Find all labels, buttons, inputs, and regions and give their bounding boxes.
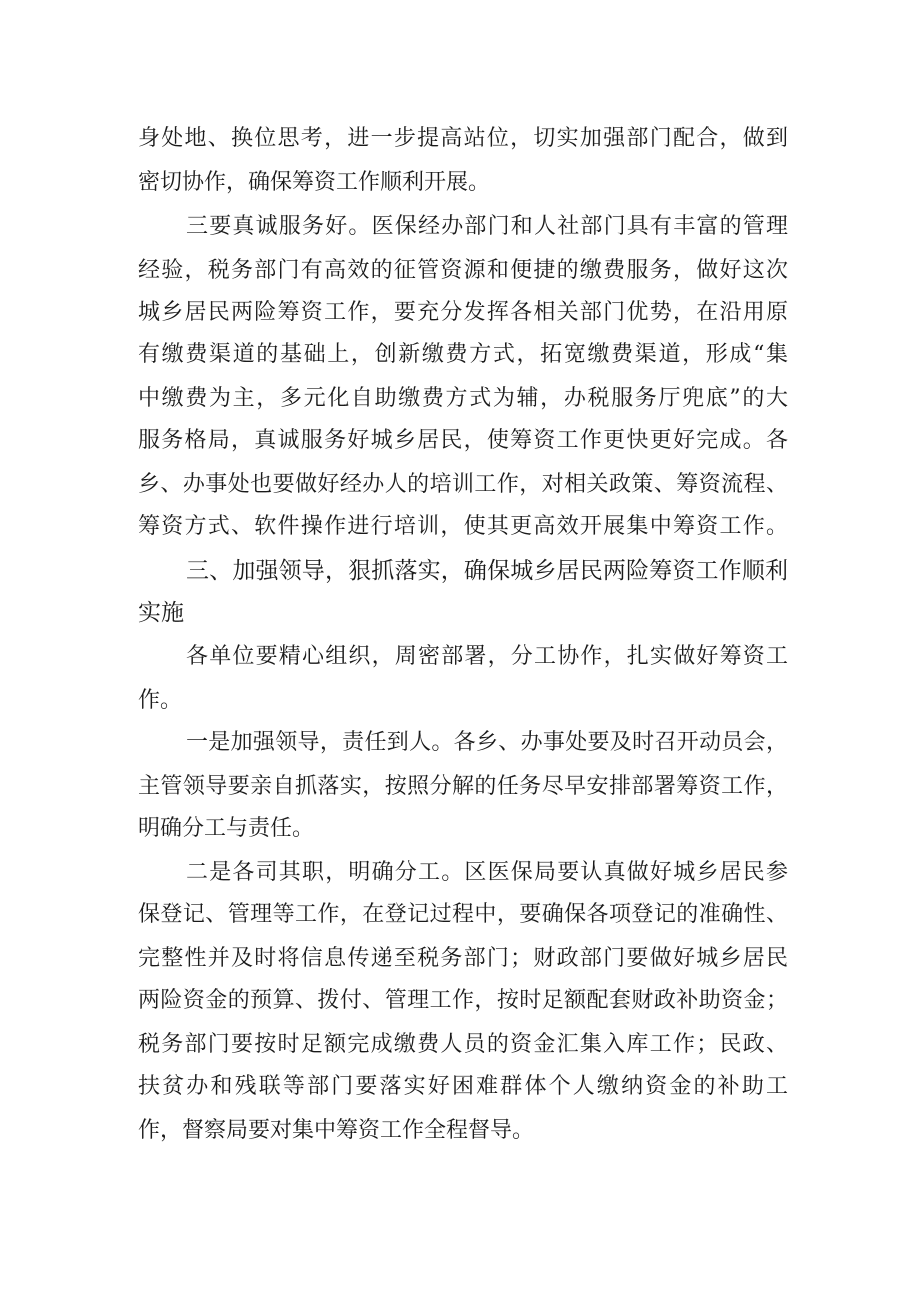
text-line: 密切协作，确保筹资工作顺利开展。 [138, 170, 491, 195]
text-line: 保登记、管理等工作，在登记过程中，要确保各项登记的准确性、 [138, 902, 788, 927]
section-heading: 实施 [138, 600, 184, 626]
text-line: 经验，税务部门有高效的征管资源和便捷的缴费服务，做好这次 [138, 258, 788, 283]
text-line: 作。 [138, 688, 183, 713]
text-line: 主管领导要亲自抓落实，按照分解的任务尽早安排部署筹资工作， [138, 774, 788, 799]
paragraph-first-line: 各单位要精心组织，周密部署，分工协作，扎实做好筹资工 [186, 644, 788, 669]
text-line: 乡、办事处也要做好经办人的培训工作，对相关政策、筹资流程、 [138, 472, 788, 497]
section-heading: 三、加强领导，狠抓落实，确保城乡居民两险筹资工作顺利 [186, 558, 788, 584]
text-line: 服务格局，真诚服务好城乡居民，使筹资工作更快更好完成。各 [138, 428, 788, 453]
paragraph-first-line: 三要真诚服务好。医保经办部门和人社部门具有丰富的管理 [186, 214, 788, 239]
text-line: 两险资金的预算、拨付、管理工作，按时足额配套财政补助资金； [138, 988, 788, 1013]
paragraph-first-line: 一是加强领导，责任到人。各乡、办事处要及时召开动员会， [186, 730, 788, 755]
text-line: 城乡居民两险筹资工作，要充分发挥各相关部门优势，在沿用原 [138, 300, 788, 325]
text-line: 扶贫办和残联等部门要落实好困难群体个人缴纳资金的补助工 [138, 1074, 788, 1099]
text-line: 有缴费渠道的基础上，创新缴费方式，拓宽缴费渠道，形成“集 [138, 342, 788, 367]
text-line: 明确分工与责任。 [138, 816, 315, 841]
text-line: 筹资方式、软件操作进行培训，使其更高效开展集中筹资工作。 [138, 514, 788, 539]
text-line: 作，督察局要对集中筹资工作全程督导。 [138, 1118, 535, 1143]
text-line: 中缴费为主，多元化自助缴费方式为辅，办税服务厅兜底”的大 [138, 386, 788, 411]
text-line: 完整性并及时将信息传递至税务部门；财政部门要做好城乡居民 [138, 946, 788, 971]
text-line: 身处地、换位思考，进一步提高站位，切实加强部门配合，做到 [138, 126, 788, 151]
paragraph-first-line: 二是各司其职，明确分工。区医保局要认真做好城乡居民参 [186, 860, 788, 885]
text-line: 税务部门要按时足额完成缴费人员的资金汇集入库工作；民政、 [138, 1032, 788, 1057]
